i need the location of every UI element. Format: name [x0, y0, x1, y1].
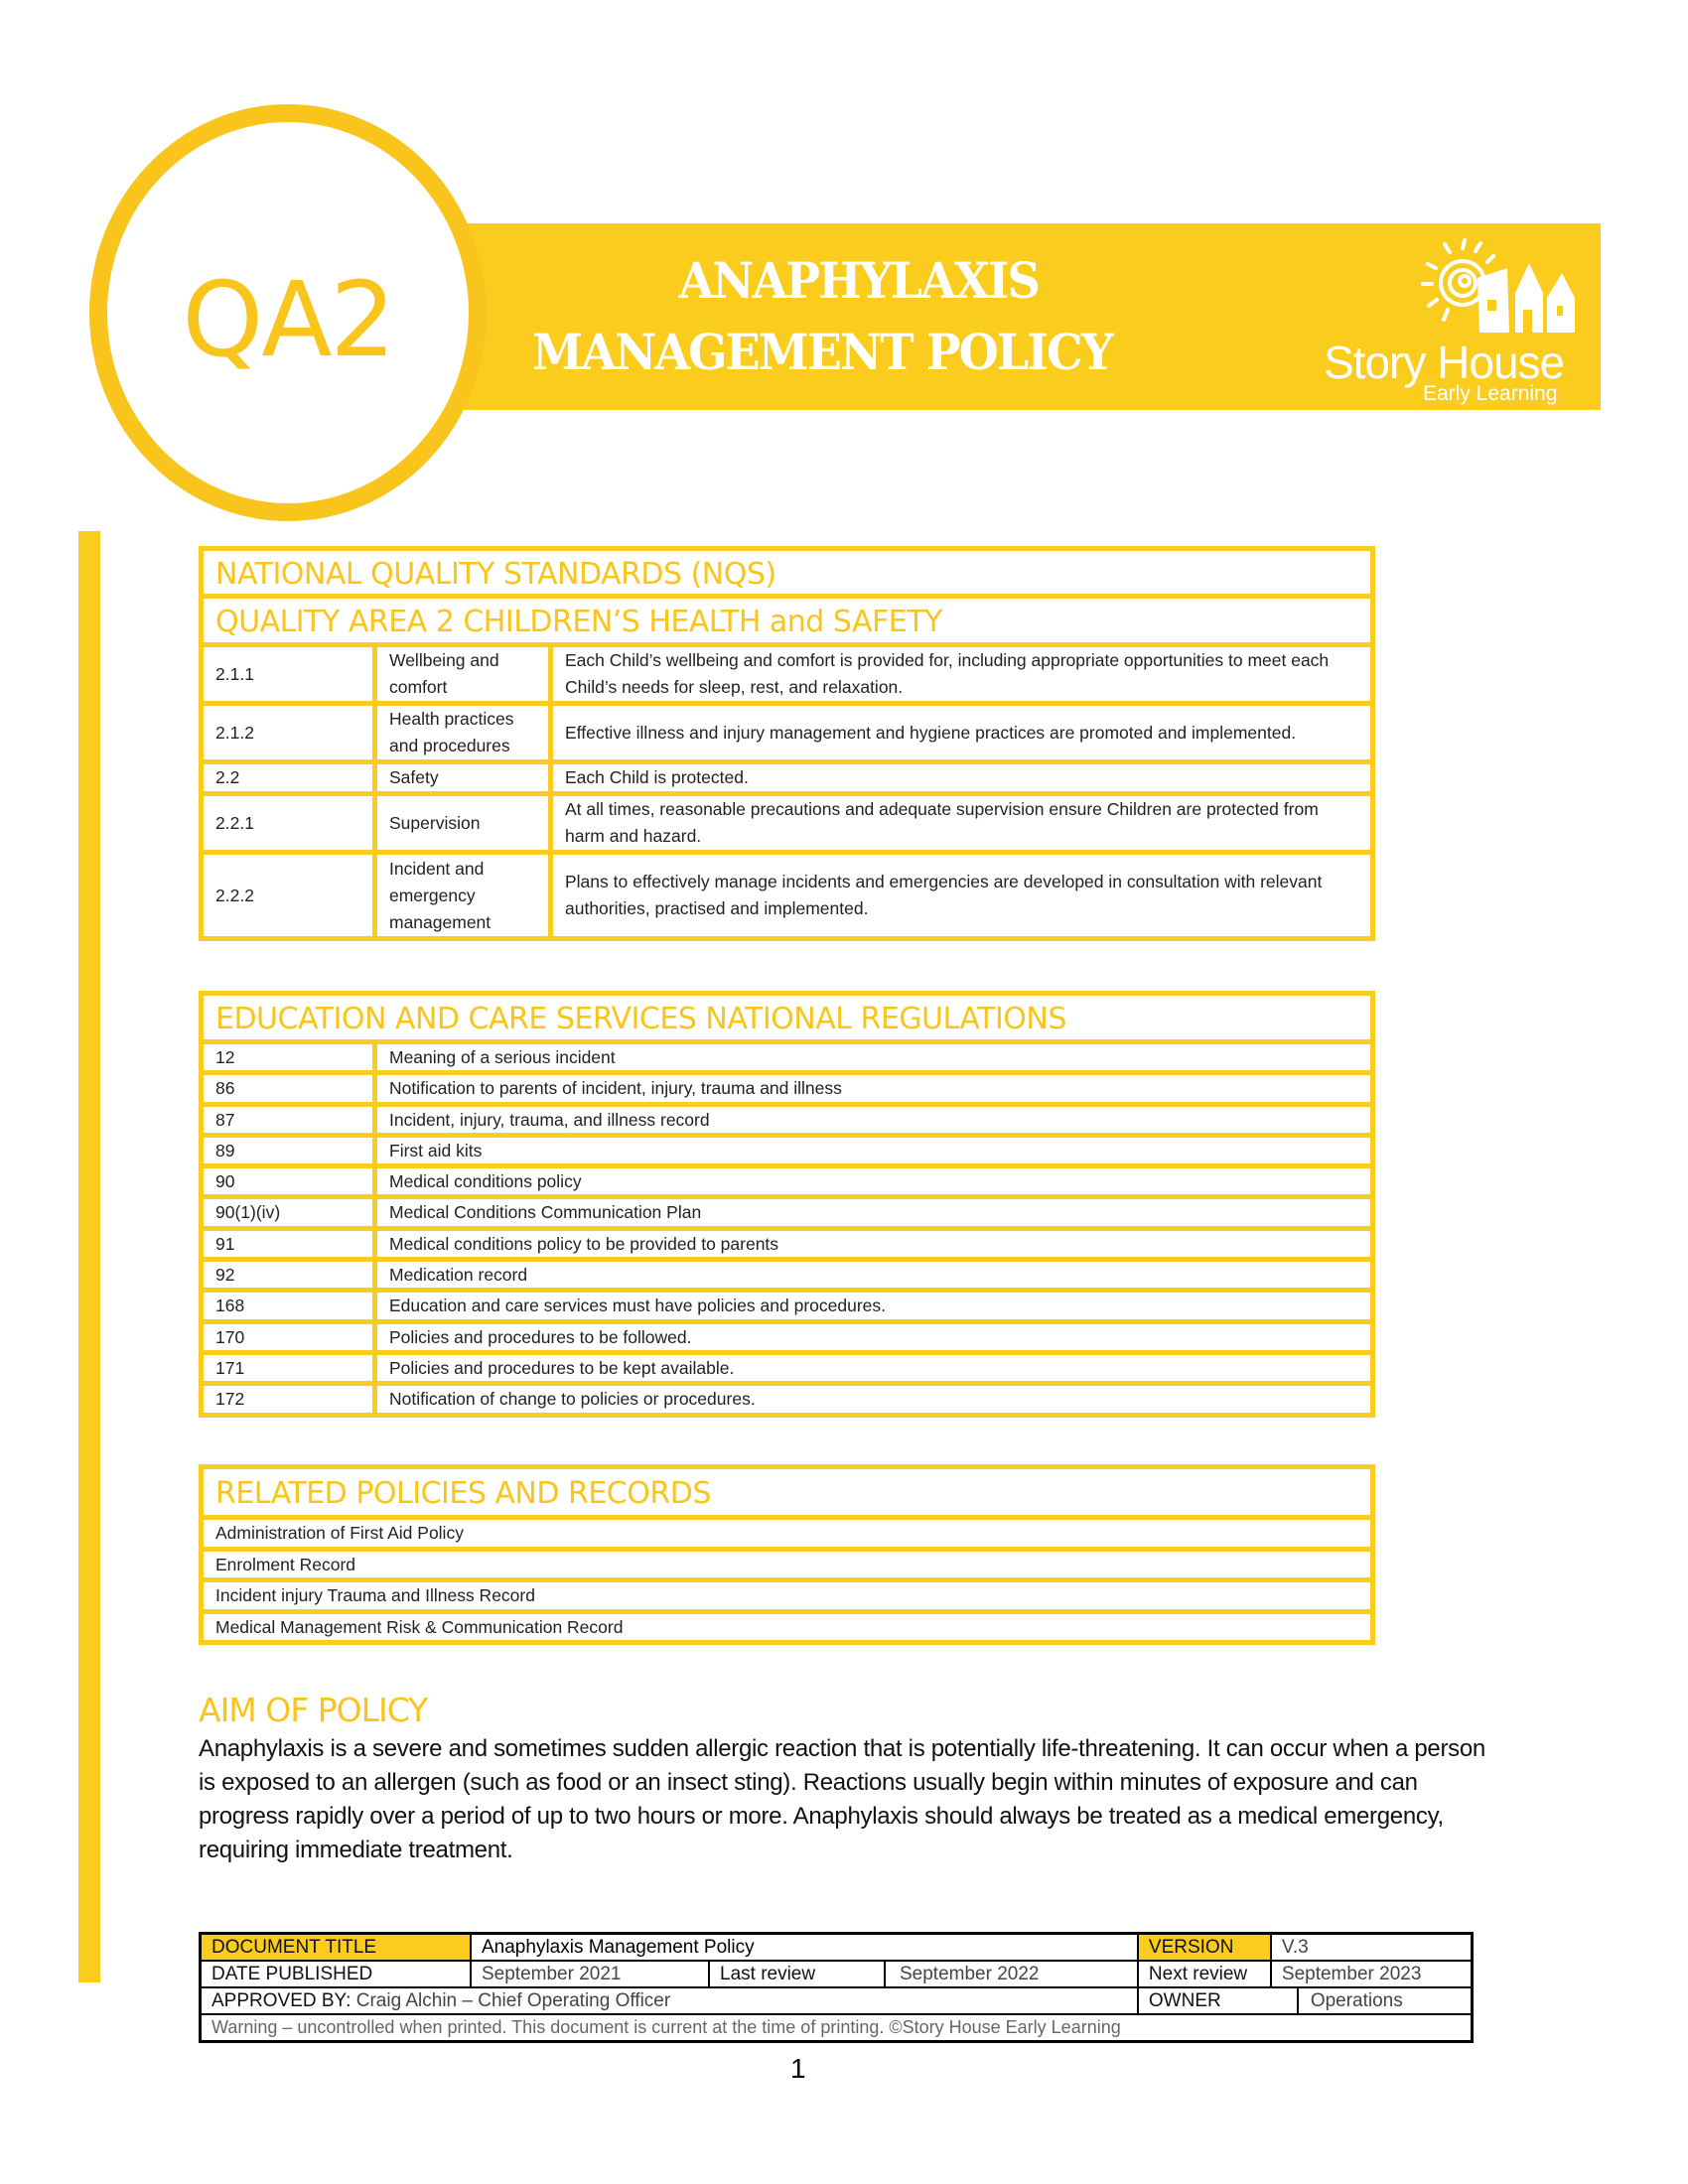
- logo-name: Story House: [1324, 337, 1565, 388]
- table-row: [204, 1199, 1370, 1230]
- reg-code: 92: [204, 1262, 377, 1288]
- nqs-name: Health practices and procedures: [377, 706, 553, 759]
- reg-desc: First aid kits: [389, 1140, 483, 1160]
- regulations-title: EDUCATION AND CARE SERVICES NATIONAL REGULATIONS: [204, 996, 1370, 1044]
- table-row: [204, 764, 1370, 796]
- table-row: [204, 1324, 1370, 1355]
- table-row: [204, 1231, 1370, 1262]
- left-accent-bar: [78, 531, 100, 1982]
- last-review-label: Last review: [710, 1962, 886, 1986]
- table-row: [204, 1075, 1370, 1106]
- nqs-desc: Each Child’s wellbeing and comfort is provided for, including appropriate opportunities to meet each Child’s needs for sleep, rest, and relaxation.: [565, 650, 1330, 697]
- document-title: [480, 245, 1165, 388]
- qa2-badge-text: QA2: [182, 259, 394, 380]
- approved-by-value: Craig Alchin – Chief Operating Officer: [351, 1990, 671, 2011]
- nqs-desc: At all times, reasonable precautions and adequate supervision ensure Children are protected from harm and hazard.: [565, 799, 1319, 846]
- table-row: [204, 1355, 1370, 1386]
- next-review-label: Next review: [1138, 1961, 1271, 1987]
- reg-desc: Education and care services must have policies and procedures.: [389, 1296, 886, 1316]
- approved-by-cell: [201, 1987, 1138, 2014]
- next-review-value: September 2023: [1271, 1961, 1473, 1987]
- table-row: [204, 796, 1370, 855]
- table-row: [204, 1107, 1370, 1138]
- reg-code: 90(1)(iv): [204, 1199, 377, 1225]
- aim-heading: AIM OF POLICY: [199, 1691, 428, 1729]
- nqs-name: Wellbeing and comfort: [377, 647, 553, 701]
- reg-desc: Policies and procedures to be followed.: [389, 1326, 692, 1347]
- reg-code: 168: [204, 1293, 377, 1318]
- story-house-logo: [1324, 238, 1587, 405]
- reg-code: 87: [204, 1107, 377, 1133]
- nqs-name: Incident and emergency management: [377, 855, 553, 936]
- table-row: [204, 1262, 1370, 1293]
- nqs-title: NATIONAL QUALITY STANDARDS (NQS): [204, 551, 1370, 599]
- table-row: [204, 1044, 1370, 1075]
- logo-tagline: Early Learning: [1423, 382, 1558, 405]
- reg-desc: Notification of change to policies or procedures.: [389, 1389, 756, 1410]
- table-row: [204, 1168, 1370, 1199]
- doc-title-label: DOCUMENT TITLE: [201, 1934, 472, 1962]
- nqs-table: [199, 546, 1375, 941]
- doc-title-value: Anaphylaxis Management Policy: [471, 1934, 1138, 1962]
- related-item: Incident injury Trauma and Illness Record: [204, 1582, 1370, 1614]
- table-row: [204, 706, 1370, 764]
- nqs-code: 2.2: [204, 764, 377, 791]
- nqs-desc: Plans to effectively manage incidents and emergencies are developed in consultation with relevant authorities, practised and implemented.: [565, 872, 1323, 918]
- title-line-1: ANAPHYLAXIS: [678, 251, 1040, 310]
- date-published-label: DATE PUBLISHED: [201, 1961, 472, 1987]
- table-row: [204, 647, 1370, 706]
- document-control-table: [199, 1932, 1474, 2043]
- reg-code: 89: [204, 1138, 377, 1163]
- aim-body: Anaphylaxis is a severe and sometimes sudden allergic reaction that is potentially life-threatening. It can occur when a person is exposed to an allergen (such as food or an insect sting). Reactions usually begin within minutes of exposure and can progress rapidly over a period of up to two hours or more. Anaphylaxis should always be treated as a medical emergency, requiring immediate treatment.: [199, 1735, 1485, 1863]
- reg-code: 12: [204, 1044, 377, 1070]
- reg-desc: Medication record: [389, 1265, 528, 1286]
- reg-desc: Medical Conditions Communication Plan: [389, 1202, 702, 1223]
- reg-desc: Medical conditions policy to be provided to parents: [389, 1233, 779, 1254]
- reg-desc: Incident, injury, trauma, and illness record: [389, 1109, 710, 1130]
- title-banner: [450, 223, 1601, 410]
- owner-label: OWNER: [1138, 1987, 1298, 2014]
- reg-code: 91: [204, 1231, 377, 1257]
- last-review-value: September 2022: [900, 1964, 1040, 1984]
- nqs-subtitle: QUALITY AREA 2 CHILDREN’S HEALTH and SAFETY: [204, 599, 1370, 647]
- version-label: VERSION: [1138, 1934, 1271, 1962]
- reg-desc: Notification to parents of incident, injury, trauma and illness: [389, 1078, 842, 1099]
- reg-code: 170: [204, 1324, 377, 1350]
- reg-code: 90: [204, 1168, 377, 1194]
- nqs-name: Supervision: [377, 796, 553, 850]
- table-row: [204, 1138, 1370, 1168]
- related-item: Administration of First Aid Policy: [204, 1520, 1370, 1552]
- nqs-code: 2.2.1: [204, 796, 377, 850]
- nqs-code: 2.1.1: [204, 647, 377, 701]
- table-row: [204, 855, 1370, 936]
- regulations-table: [199, 991, 1375, 1418]
- nqs-desc: Each Child is protected.: [565, 767, 749, 787]
- qa2-badge-circle: [89, 104, 487, 521]
- sun-and-houses-icon: [1418, 238, 1587, 338]
- date-published-value: September 2021: [471, 1961, 709, 1987]
- table-row: [204, 1386, 1370, 1412]
- reg-desc: Policies and procedures to be kept available.: [389, 1357, 735, 1378]
- related-item: Medical Management Risk & Communication Record: [215, 1616, 624, 1637]
- reg-code: 86: [204, 1075, 377, 1101]
- reg-desc: Meaning of a serious incident: [389, 1047, 616, 1067]
- reg-code: 172: [204, 1386, 377, 1412]
- warning-text: Warning – uncontrolled when printed. This document is current at the time of printing. ©Story House Early Learning: [201, 2014, 1473, 2042]
- nqs-code: 2.1.2: [204, 706, 377, 759]
- table-row: [204, 1293, 1370, 1323]
- nqs-code: 2.2.2: [204, 855, 377, 936]
- related-policies-table: [199, 1464, 1375, 1645]
- related-item: Enrolment Record: [204, 1552, 1370, 1583]
- review-cell: [709, 1961, 1138, 1987]
- approved-by-label: APPROVED BY:: [211, 1990, 352, 2011]
- reg-code: 171: [204, 1355, 377, 1381]
- page-number: 1: [790, 2053, 806, 2084]
- related-title: RELATED POLICIES AND RECORDS: [204, 1469, 1370, 1520]
- owner-value: Operations: [1298, 1987, 1473, 2014]
- reg-desc: Medical conditions policy: [389, 1171, 582, 1192]
- version-value: V.3: [1271, 1934, 1473, 1962]
- nqs-name: Safety: [377, 764, 553, 791]
- nqs-desc: Effective illness and injury management and hygiene practices are promoted and implemented.: [565, 722, 1297, 743]
- title-line-2: MANAGEMENT POLICY: [532, 323, 1112, 381]
